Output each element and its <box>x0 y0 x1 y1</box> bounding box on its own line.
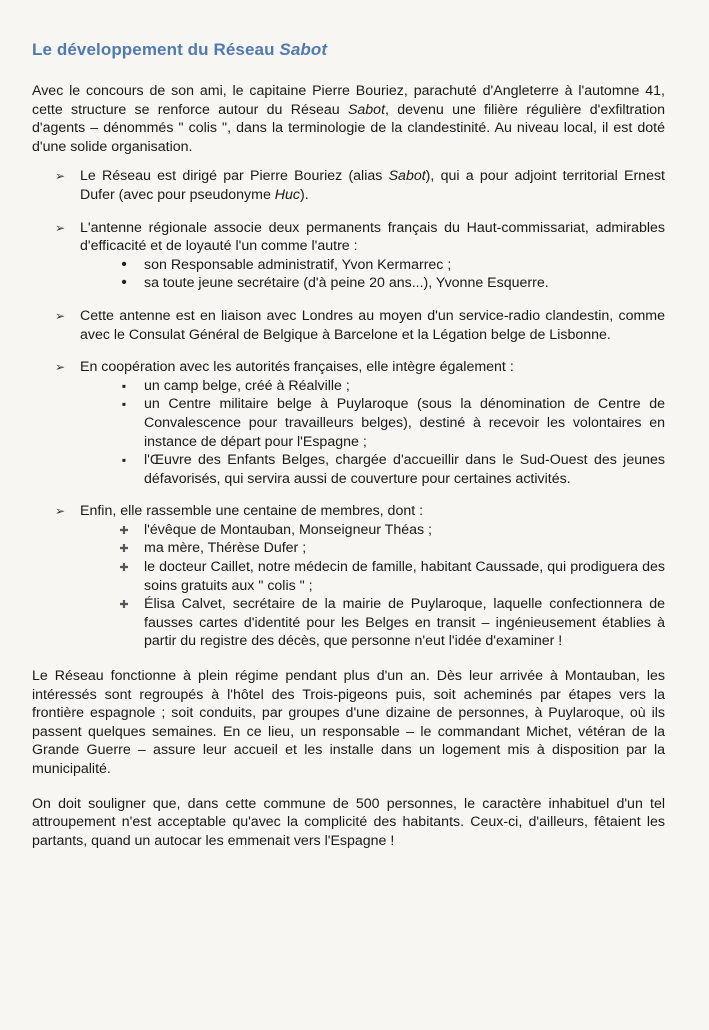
list-item: ✚ Élisa Calvet, secrétaire de la mairie de Puylaroque, laquelle confectionnera de fausses cartes d'identité pour les Belges en transit – ingénieusement établies à partir du registre des décès, que personne n'eut l'idée d'examiner ! <box>144 595 665 651</box>
list-item: ✚ ma mère, Thérèse Dufer ; <box>144 539 665 558</box>
section-title: Le développement du Réseau Sabot <box>32 40 328 59</box>
list-item: ▪ l'Œuvre des Enfants Belges, chargée d'accueillir dans le Sud-Ouest des jeunes défavorisés, qui servira aussi de couverture pour certaines activités. <box>144 451 665 488</box>
cooperation-list <box>80 377 665 489</box>
intro-paragraph: Avec le concours de son ami, le capitaine Pierre Bouriez, parachuté d'Angleterre à l'automne 41, cette structure se renforce autour du Réseau Sabot, devenu une filière régulière d'exfiltration d'agents – dénommés " colis ", dans la terminologie de la clandestinité. Au niveau local, il est doté d'une solide organisation. <box>32 83 665 155</box>
plus-bullet-icon <box>118 595 130 615</box>
arrow-bullet-icon: ➢ <box>55 308 66 323</box>
section-reseau-direction: ➢ Le Réseau est dirigé par Pierre Bouriez (alias Sabot), qui a pour adjoint territorial Ernest Dufer (avec pour pseudonyme Huc). <box>55 168 665 203</box>
section-cooperation: ➢ En coopération avec les autorités françaises, elle intègre également : ▪ un camp belge, créé à Réalville ; ▪ un Centre militaire belge à Puylaroque (sous la dénomination de Centre de Convalescence pour travailleurs belges), destiné à recevoir les volontaires en instance de départ pour l'Espagne ; ▪ l'Œuvre des Enfants Belges, chargée d'accueillir dans le Sud-Ouest des jeunes défavorisés, qui servira aussi de couverture pour certaines activités. <box>80 358 665 488</box>
round-bullet-icon <box>118 256 130 275</box>
list-item: ▪ un Centre militaire belge à Puylaroque (sous la dénomination de Centre de Convalescence pour travailleurs belges), destiné à recevoir les volontaires en instance de départ pour l'Espagne ; <box>144 395 665 451</box>
square-bullet-icon <box>118 451 130 470</box>
body-paragraph: On doit souligner que, dans cette commune de 500 personnes, le caractère inhabituel d'un tel attroupement n'est acceptable qu'avec la complicité des habitants. Ceux-ci, d'ailleurs, fêtaient les partants, quand un autocar les emmenait vers l'Espagne ! <box>32 795 665 849</box>
list-item: ✚ l'évêque de Montauban, Monseigneur Théas ; <box>144 521 665 540</box>
members-list <box>80 521 665 651</box>
list-item: ✚ le docteur Caillet, notre médecin de famille, habitant Caussade, qui prodiguera des soins gratuits aux " colis " ; <box>144 558 665 595</box>
arrow-bullet-icon: ➢ <box>55 360 66 375</box>
list-item: • sa toute jeune secrétaire (d'à peine 20 ans...), Yvonne Esquerre. <box>144 274 665 293</box>
list-item: • son Responsable administratif, Yvon Kermarrec ; <box>144 256 665 275</box>
section-membres: ➢ Enfin, elle rassemble une centaine de membres, dont : ✚ l'évêque de Montauban, Monseigneur Théas ; ✚ ma mère, Thérèse Dufer ; ✚ le docteur Caillet, notre médecin de famille, habitant Caussade, qui prodiguera des soins gratuits aux " colis " ; ✚ Élisa Calvet, secrétaire de la mairie de Puylaroque, laquelle confectionnera de fausses cartes d'identité pour les Belges en transit – ingénieusement établies à partir du registre des décès, que personne n'eut l'idée d'examiner ! <box>80 502 665 651</box>
square-bullet-icon <box>118 377 130 396</box>
body-paragraph: Le Réseau fonctionne à plein régime pendant plus d'un an. Dès leur arrivée à Montauban, les intéressés sont regroupés à l'hôtel des Trois-pigeons puis, soit acheminés par étapes vers la frontière espagnole ; soit conduits, par groupes d'une dizaine de personnes, à Puylaroque, où ils passent quelques semaines. En ce lieu, un responsable – le commandant Michet, vétéran de la Grande Guerre – assure leur accueil et les installe dans un logement mis à disposition par la municipalité. <box>32 668 665 777</box>
list-item: ▪ un camp belge, créé à Réalville ; <box>144 377 665 396</box>
section-liaison-londres: ➢ Cette antenne est en liaison avec Londres au moyen d'un service-radio clandestin, comme avec le Consulat Général de Belgique à Barcelone et la Légation belge de Lisbonne. <box>55 307 665 343</box>
antenne-members-list <box>80 256 665 293</box>
arrow-bullet-icon: ➢ <box>55 169 66 184</box>
round-bullet-icon <box>118 274 130 293</box>
plus-bullet-icon <box>118 539 130 559</box>
arrow-bullet-icon: ➢ <box>55 220 66 235</box>
square-bullet-icon <box>118 395 130 414</box>
arrow-bullet-icon: ➢ <box>55 504 66 519</box>
plus-bullet-icon <box>118 521 130 541</box>
section-antenne-regionale: ➢ L'antenne régionale associe deux permanents français du Haut-commissariat, admirables d'efficacité et de loyauté l'un comme l'autre : • son Responsable administratif, Yvon Kermarrec ; • sa toute jeune secrétaire (d'à peine 20 ans...), Yvonne Esquerre. <box>80 219 665 293</box>
plus-bullet-icon <box>118 558 130 578</box>
